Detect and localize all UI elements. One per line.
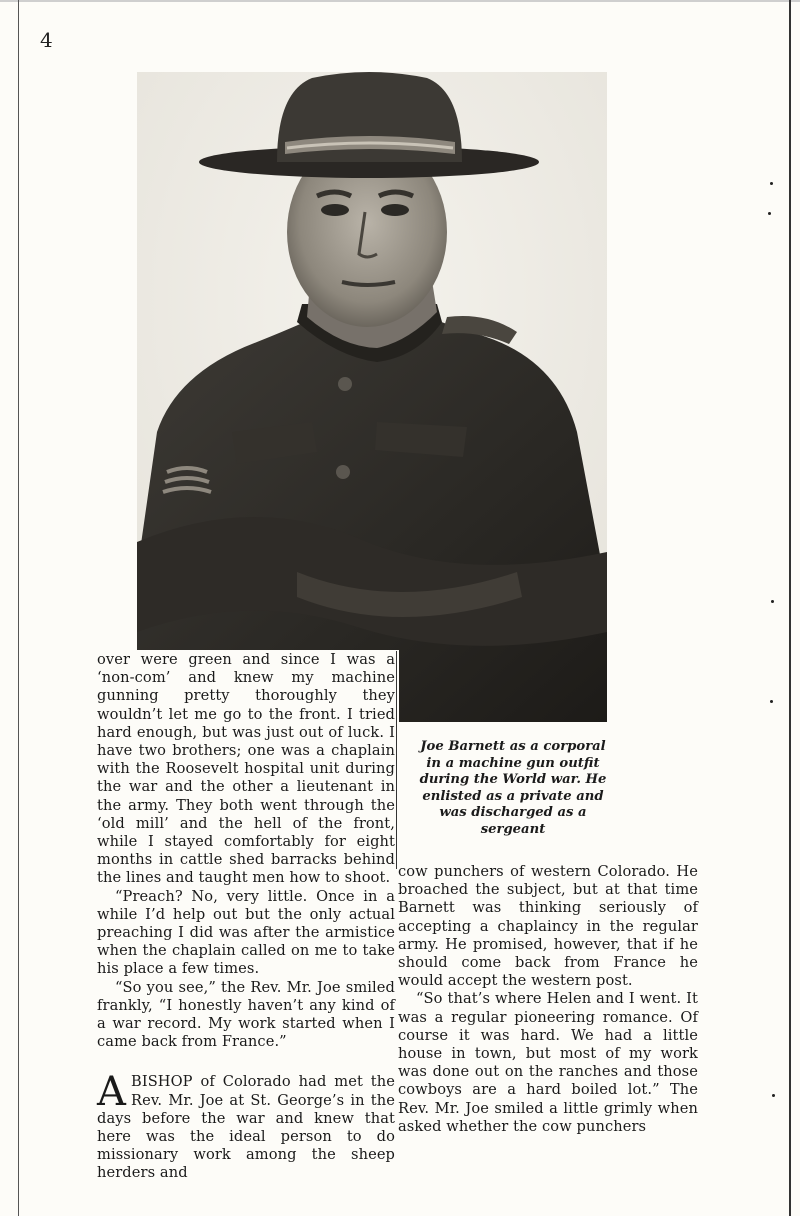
drop-cap: A (97, 1069, 126, 1116)
speck (770, 182, 773, 185)
top-rule (0, 0, 800, 2)
right-paragraph-1: cow punchers of western Colorado. He broached the subject, but at that time Barnett was thinking seriously of accepting a chaplaincy in the regular army. He promised, however, that if he should come back from France he would accept the western post. (398, 863, 698, 990)
speck (772, 1094, 775, 1097)
column-divider (396, 651, 397, 869)
left-paragraph-4 (97, 1069, 395, 1182)
right-column (398, 863, 698, 1136)
speck (771, 600, 774, 603)
left-paragraph-4-text: BISHOP of Colorado had met the Rev. Mr. Joe at St. George’s in the days before the war and knew that here was the ideal person to do missionary work among the sheep herders and (97, 1073, 395, 1182)
left-paragraph-2: “Preach? No, very little. Once in a while I’d help out but the only actual preaching I did was after the armistice when the chaplain called on me to take his place a few times. (97, 887, 395, 978)
left-paragraph-1: over were green and since I was a ‘non-com’ and knew my machine gunning pretty thoroughly they wouldn’t let me go to the front. I tried hard enough, but was just out of luck. I have two brothers; one was a chaplain with the Roosevelt hospital unit during the war and the other a lieutenant in the army. They both went through the ‘old mill’ and the hell of the front, while I stayed comfortably for eight months in cattle shed barracks behind the lines and taught men how to shoot. (97, 651, 395, 887)
left-paragraph-3: “So you see,” the Rev. Mr. Joe smiled frankly, “I honestly haven’t any kind of a war record. My work started when I came back from France.” (97, 978, 395, 1051)
speck (768, 212, 771, 215)
section-gap (97, 1051, 395, 1073)
left-margin-rule (18, 0, 19, 1216)
speck (770, 700, 773, 703)
right-paragraph-2: “So that’s where Helen and I went. It was a regular pioneering romance. Of course it was hard. We had a little house in town, but most of my work was done out on the ranches and those cowboys are a hard boiled lot.” The Rev. Mr. Joe smiled a little grimly when asked whether the cow punchers (398, 990, 698, 1135)
left-column (97, 651, 395, 1183)
right-margin-rule (789, 0, 791, 1216)
photo-caption: Joe Barnett as a corporal in a machine gun outfit during the World war. He enlisted as a private and was discharged as a sergeant (419, 739, 607, 837)
page-number: 4 (40, 28, 53, 52)
portrait-photo (137, 72, 607, 722)
